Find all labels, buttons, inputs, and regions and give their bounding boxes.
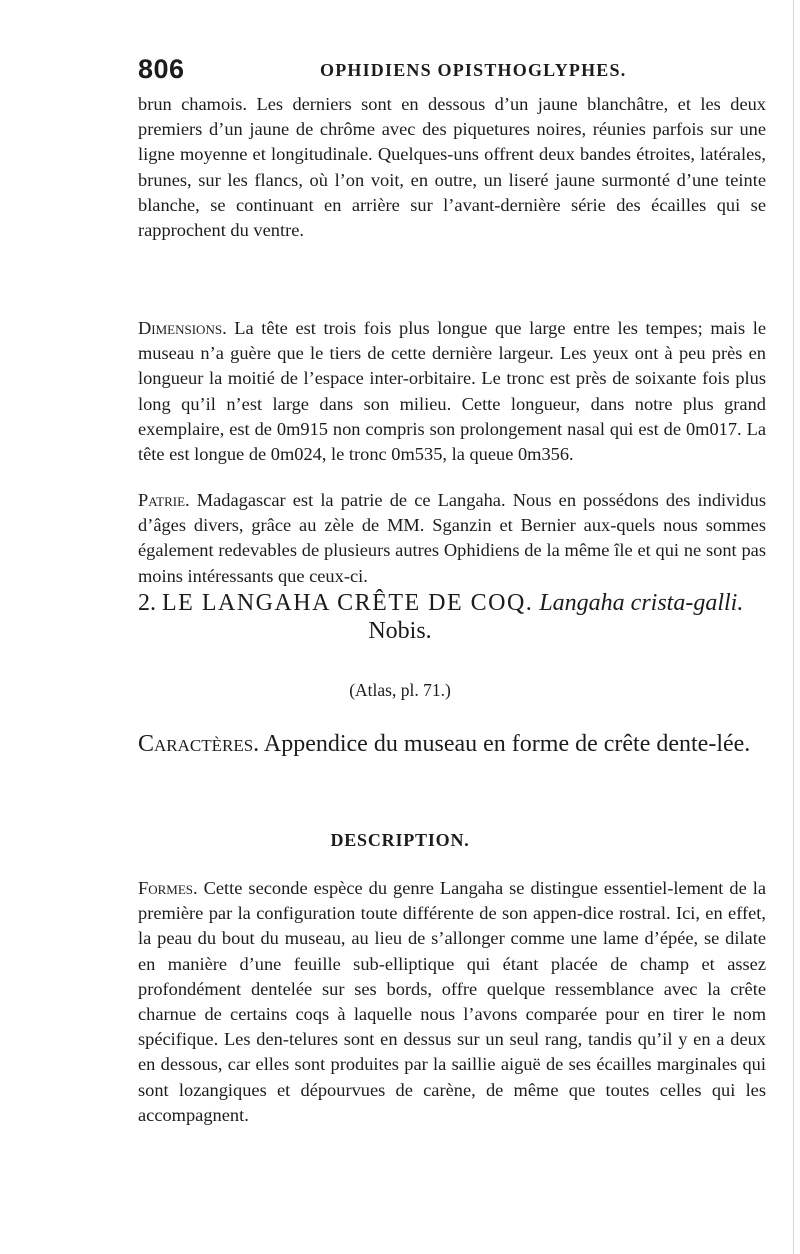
dimensions-label: Dimensions.: [138, 318, 227, 338]
caracteres-text: Appendice du museau en forme de crête dente-lée.: [259, 731, 751, 757]
patrie-text: Madagascar est la patrie de ce Langaha. Nous en possédons des individus d’âges divers, grâce au zèle de MM. Sganzin et Bernier aux-quels nous sommes également redevables de plusieurs autres Ophidiens de la même île et qui ne sont pas moins intéressants que ceux-ci.: [138, 490, 766, 586]
description-heading: DESCRIPTION.: [330, 830, 470, 850]
dimensions-paragraph: [138, 316, 766, 467]
author-attribution: Nobis.: [368, 618, 432, 644]
section-title: [138, 588, 766, 618]
patrie-label: Patrie.: [138, 490, 190, 510]
formes-label: Formes.: [138, 878, 198, 898]
latin-name: Langaha crista-galli.: [539, 590, 744, 616]
caracteres-label: Caractères.: [138, 731, 260, 757]
caracteres-paragraph: [138, 730, 766, 758]
patrie-paragraph: [138, 488, 766, 589]
atlas-reference: (Atlas, pl. 71.): [349, 680, 451, 700]
section-number: 2.: [138, 590, 156, 616]
page-header: [138, 54, 638, 86]
page-number: 806: [138, 54, 185, 84]
running-head: OPHIDIENS OPISTHOGLYPHES.: [320, 60, 627, 80]
intro-paragraph: brun chamois. Les derniers sont en dessous d’un jaune blanchâtre, et les deux premiers d’un jaune de chrôme avec des piquetures noires, réunies parfois sur une ligne moyenne et longitudinale. Quelques-uns offrent deux bandes étroites, latérales, brunes, sur les flancs, où l’on voit, en outre, un liseré jaune surmonté d’une teinte blanche, se continuant en arrière sur l’avant-dernière série des écailles qui se rapprochent du ventre.: [138, 94, 766, 241]
species-name: LE LANGAHA CRÊTE DE COQ.: [162, 590, 534, 616]
dimensions-text: La tête est trois fois plus longue que large entre les tempes; mais le museau n’a guère que le tiers de cette dernière largeur. Les yeux ont à peu près en longueur la moitié de l’espace inter-orbitaire. Le tronc est près de soixante fois plus long qu’il n’est large dans son milieu. Cette longueur, dans notre plus grand exemplaire, est de 0m915 non compris son prolongement nasal qui est de 0m017. La tête est longue de 0m024, le tronc 0m535, la queue 0m356.: [138, 318, 766, 465]
formes-text: Cette seconde espèce du genre Langaha se distingue essentiel-lement de la première par la configuration toute différente de son appen-dice rostral. Ici, en effet, la peau du bout du museau, au lieu de s’allonger comme une lame d’épée, se dilate en manière d’une feuille sub-elliptique qui étant placée de champ et assez profondément dentelée sur ses bords, offre quelque ressemblance avec la crête charnue de certains coqs à laquelle nous l’avons comparée pour en tirer le nom spécifique. Les den-telures sont en dessus sur un seul rang, tandis qu’il y en a deux en dessous, car elles sont produites par la saillie aiguë de ses écailles marginales qui sont lozangiques et dépourvues de carène, de même que toutes celles qui les accompagnent.: [138, 878, 766, 1125]
formes-paragraph: [138, 876, 766, 1128]
